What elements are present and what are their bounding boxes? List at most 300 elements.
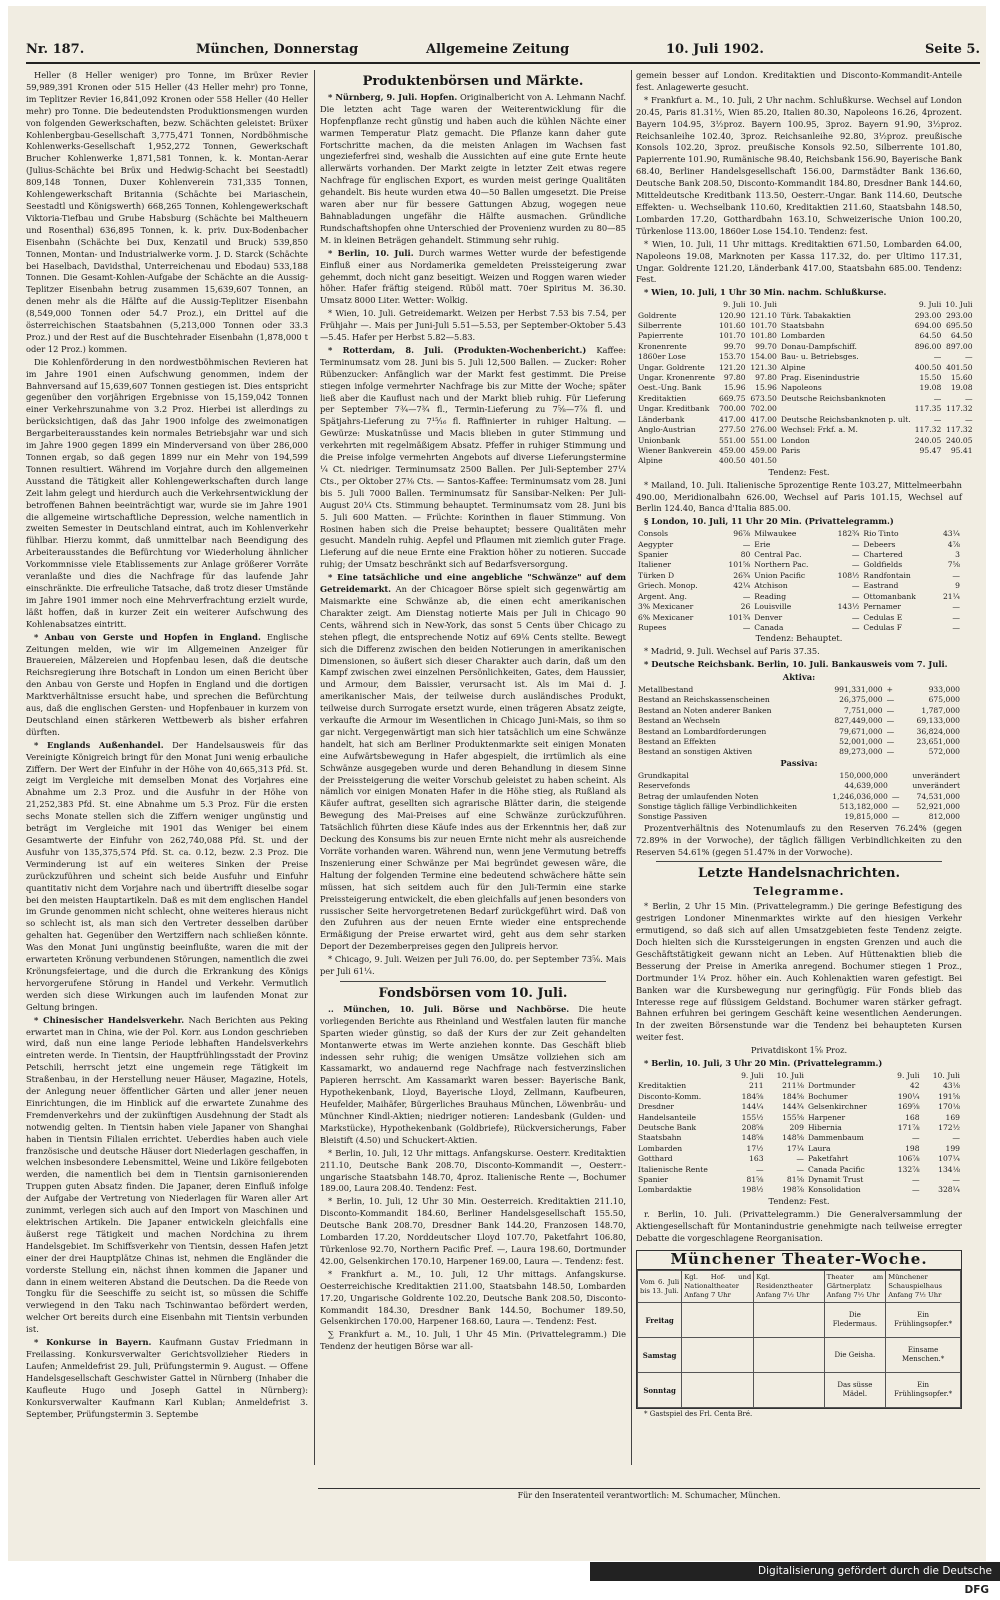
table-cell: — [911,1133,920,1143]
table-row [636,695,962,705]
table-cell: 417.00 [750,414,777,424]
table-cell [779,404,913,414]
table-cell: 101.70 [719,331,746,341]
article-barley-text: Englische Zeitungen melden, wie wir im Allgemeinen Anzeiger für Brauereien, Mälzereien und Hopfenbau lesen, daß die deutsche Reichsregierung ihre Botschaft in London um einen Bericht über den Anbau von Gerste und Hopfen in England und die dortigen Marktverhältnisse ersucht habe, und sprechen die Befürchtung aus, daß die englischen Gersten- und Hopfenbauer in kurzem von Deutschland einen stärkeren Wettbewerb als bisher erfahren dürften. [26,631,308,737]
table-cell: 64.50 [919,331,942,341]
report-heading-corner: * Eine tatsächliche und eine angebliche "Schwänze" auf dem Getreidemarkt. [320,572,626,595]
table-cell: 97.80 [723,373,746,383]
aktiva-title: Aktiva: [782,672,816,683]
table-row [636,363,975,373]
table-cell: Griech. Monop. [638,581,698,591]
section-title-stock-exchanges: Fondsbörsen vom 10. Juli. [378,985,568,1001]
passiva-table [636,771,962,823]
table-cell: — [742,591,751,601]
table-cell: Unionbank [638,435,681,445]
table-cell: 64.50 [950,331,973,341]
table-cell: — [891,812,900,822]
table-cell: Bestand an sonstigen Aktiven [638,747,753,757]
table-cell: Central Pac. [754,550,802,560]
table-cell: 144¾ [782,1102,804,1112]
theater-column-header: Theater am Gärtnerplatz Anfang 7½ Uhr [824,1271,886,1303]
table-cell: — [933,352,942,362]
report-heading-london: § London, 10. Juli, 11 Uhr 20 Min. (Privattelegramm.) [644,516,894,527]
theater-performance [682,1338,754,1373]
table-cell: 80 [740,550,751,560]
table-cell: 106⅞ [897,1154,920,1164]
table-cell: 132⅞ [897,1164,920,1174]
table-cell: 170⅛ [938,1102,960,1112]
section-title-products: Produktenbörsen und Märkte. [362,74,584,89]
table-cell: 513,182,000 [839,801,888,811]
table-cell: 101⅝ [728,560,751,570]
table-cell: 551.00 [750,435,777,445]
section-title-latest: Letzte Handelsnachrichten. [697,866,901,882]
table-row [636,812,962,822]
table-cell: 17½ [746,1143,764,1153]
table-cell: 163 [749,1154,764,1164]
table-row [636,706,962,716]
theater-week-box [636,1250,962,1409]
table-cell: Harpener [807,1112,846,1122]
table-cell: — [742,622,751,632]
theater-table [637,1270,961,1408]
table-row [636,352,975,362]
page-header [26,40,980,64]
table-cell: Cedulas F [863,622,903,632]
report-heading-wien-closing: * Wien, 10. Juli, 1 Uhr 30 Min. nachm. Schlußkurse. [644,287,887,298]
theater-performance [754,1338,824,1373]
table-cell: — [952,1175,960,1184]
table-cell: Canada [754,622,784,632]
table-cell: 190¼ [897,1091,920,1101]
passiva-title: Passiva: [780,757,818,768]
table-row [636,602,962,612]
table-cell: 15.60 [950,373,973,383]
table-cell: 69,133,000 [916,716,960,726]
report-heading-reichsbank: * Deutsche Reichsbank. Berlin, 10. Juli. Bankausweis vom 7. Juli. [644,659,948,670]
theater-column-header: Münchener Schauspielhaus Anfang 7½ Uhr [886,1271,961,1303]
table-cell: 101.70 [750,321,777,331]
table-cell: 198½ [741,1185,764,1195]
header-place-day: München, Donnerstag [196,42,359,57]
table-cell: Napoleons [780,383,822,393]
table-row [636,581,962,591]
table-row [636,623,962,633]
table-cell: 276.00 [750,425,777,435]
header-cell: 10. Juli [749,300,777,310]
table-cell: Bestand an Lombardforderungen [638,726,767,736]
table-cell: 240.05 [914,435,942,445]
table-cell: Kronenrente [638,341,687,351]
theater-performance [754,1303,824,1338]
table-cell: 3 [955,550,960,560]
table-cell: Paketfahrt [807,1154,849,1164]
table-row [636,321,975,331]
table-cell: — [965,393,973,403]
table-cell: 695.50 [946,321,973,331]
table-cell: Argent. Ang. [638,591,687,601]
table-cell: 1860er Lose [638,352,686,362]
table-cell: Randfontain [863,570,911,580]
table-cell: Laura [807,1143,831,1153]
table-cell: 933,000 [928,684,960,694]
table-cell: 44,639,000 [844,781,888,791]
header-cell [779,300,913,310]
table-cell: 19.08 [919,383,942,393]
theater-day: Sonntag [638,1373,682,1408]
report-wien-midday: * Wien, 10. Juli, 11 Uhr mittags. Kreditaktien 671.50, Lombarden 64.00, Napoleons 19.08, Marknoten per Kassa 117.32, do. per Ultimo 117.31, Ungar. Goldrente 121.20, Länderbank 417.00, Staatsbahn 685.00. Tendenz: Fest. [636,238,962,285]
table-cell: Bochumer [807,1091,848,1101]
table-cell: — [851,550,860,560]
table-cell: 328¼ [938,1185,960,1195]
berlin-tendency: Tendenz: Fest. [768,1195,830,1206]
london-quotes-table [636,529,962,633]
theater-performance: Einsame Menschen.* [886,1338,961,1373]
table-cell: 101.80 [750,331,777,341]
table-row [636,1123,962,1133]
table-cell: 812,000 [928,812,960,822]
report-berlin-opening: * Berlin, 10. Juli, 12 Uhr mittags. Anfangskurse. Oesterr. Kreditaktien 211.10, Deutsche Bank 208.70, Disconto-Kommandit —, Oesterr.-ungarische Staatsbahn 148.70, 4proz. Italienische Rente —, Bochumer 189.00, Laura 208.40. Tendenz: Fest. [320,1147,626,1194]
table-cell: — [886,716,895,726]
theater-performance: Ein Frühlingsopfer.* [886,1303,961,1338]
table-cell: Deutsche Reichsbanknoten p. ult. [780,414,911,424]
header-cell: 10. Juli [932,1070,960,1080]
table-cell: Gotthard [638,1154,673,1164]
table-cell: 19,815,000 [844,812,888,822]
column-rule [314,70,315,1465]
table-row [636,1081,962,1091]
table-cell: 702.00 [750,404,777,414]
table-row [636,802,962,812]
table-cell: 459.00 [750,445,777,455]
header-cell [806,1071,887,1081]
report-corner-text: An der Chicagoer Börse spielt sich gegenwärtig am Maismarkte eine Schwänze ab, die einen echt amerikanischen Charakter zeigt. Am Dienstag notierte Mais per Juli in Chicago 90 Cents, während sich in New-York, das sonst 5 Cents über Chicago zu stehen pflegt, die entsprechende Notiz auf 69⅛ Cents stellte. Bewegt sich die Differenz zwischen den beiden Notierungen in amerikanischen Dimensionen, so äußert sich dieser Charakter auch darin, daß um den Kampf zwischen zwei einzelnen Persönlichkeiten, Gates, dem Haussier, und Armour, dem Baissier, verursacht ist. Als im Mai d. J. amerikanischer Mais, der teilweise durch ausländisches Produkt, teilweise durch Surrogate ersetzt wurde, einen trägeren Absatz zeigte, verkaufte die Armour im Wesentlichen in Chicago Juni-Mais, so ihm so gar nicht. Vergegenwärtigt man sich hier tatsächlich um eine Schwänze handelt, hat sich am Berliner Produktenmarkte seit einigen Monaten eine Aufwärtsbewegung in Hafer abgespielt, die irrtümlich als eine Schwänze ausgegeben wurde und deren Behandlung in diesem Sinne der Preissteigerung die weiter Vorschub geleistet zu haben scheint. Als nämlich vor einigen Monaten Hafer in die Höhe stieg, als Rußland als Käufer auftrat, gesellten sich agrarische Blätter darin, die steigende Bewegung des Mai-Preises auf eine Schwänze zurückzuführen. Tatsächlich führten diese Käufe indes aus der Erkenntnis her, daß zur Deckung des Konsums bis zur neuen Ernte nicht mehr als ausreichende Vorräte vorhanden waren. Während nun, wenn jene Vermutung betreffs Inszenierung einer Schwänze per Mai begründet gewesen wäre, die Haltung der folgenden Termine eine bedeutend schwächere hätte sein müssen, hat sich seitdem auch für den Juli-Termin eine starke Preissteigerung entwickelt, die eben gleichfalls auf jenen besonders von russischer Seite hervorgetretenen Bedarf zurückgeführt wird. Daß von den Zufuhren aus der neuen Ernte wieder eine entsprechende Ermäßigung der Preise erwartet wird, geht aus dem sehr starken Deport der Dezemberpreises gegen den Julipreis hervor. [320,584,626,952]
table-cell: London [780,435,810,445]
report-berlin-text: Durch warmes Wetter wurde der befestigende Einfluß einer aus Nordamerika gemeldeten Preissteigerung zwar gehemmt, doch nicht ganz beseitigt. Weizen und Roggen waren wieder höher. Hafer fräftig steigend. Rüböl matt. 70er Spiritus M. 36.30. Umsatz 8000 Liter. Wetter: Wolkig. [320,247,626,306]
table-cell: Gelsenkirchner [807,1102,868,1112]
theater-performance [682,1303,754,1338]
table-row [636,1102,962,1112]
table-cell: 154.00 [750,352,777,362]
table-row [636,1113,962,1123]
table-cell: Dortmunder [807,1081,856,1091]
table-cell [779,456,913,466]
wien-tendency: Tendenz: Fest. [768,466,830,477]
table-cell: Alpine [780,362,806,372]
table-cell: 15.96 [755,383,777,393]
page-number: Seite 5. [925,42,980,57]
table-row [636,727,962,737]
table-row [636,425,975,435]
table-cell: 99.70 [755,341,777,351]
table-cell: 211⅛ [782,1081,804,1091]
article-china-text: Nach Berichten aus Peking erwartet man in China, wie der Pol. Korr. aus London geschrieben wird, daß nun eine lange Periode lebhaften Handelsverkehrs eintreten werde. In Tientsin, der Hauptfrühlingsstadt der Provinz Petschili, herrscht jetzt eine ungemein rege Tätigkeit im Straßenbau, in der Herstellung neuer Häuser, Magazine, Hotels, der Anlegung neuer öffentlicher Gärten und aller jener neuen Einrichtungen, die im Hinblick auf die erwartete Zunahme des Fremdenverkehrs und der zukünftigen Ausdehnung der Stadt als notwendig gelten. In Tientsin haben viele Japaner von Shanghai haben in Tientsin Filialen errichtet. Ueberdies haben auch viele französische und deutsche Häuser dort Niederlagen geschaffen, in welchen insbesondere Lebensmittel, Weine und Liköre feilgeboten werden, die namentlich bei dem in Tientsin garnisonierenden Truppen guten Absatz finden. Die Japaner, deren Einfluß infolge der Aufgabe der Vertretung von Niederlagen für Waren aller Art zunimmt, verlegen sich auch auf den Import von Maschinen und elektrischen Artikeln. Die Japaner entwickeln gleichfalls eine äußerst rege Tätigkeit und machen Nordchina zu ihrem Handelsgebiet. Im Schiffsverkehr von Tientsin, dessen Hafen jetzt einer der drei Hauptplätze Chinas ist, nehmen die Engländer die vorderste Stellung ein, nächst ihnen kommen die Japaner und dann in einem weiteren Abstand die Deutschen. Da die Reede von Tongku für die Seeschiffe zu seicht ist, so müssen die Schiffe verwiegend in den Taku nach Tschinwantao befördert werden, welcher Ort bereits durch eine Eisenbahn mit Tientsin verbunden ist. [26,1014,308,1335]
table-cell: Wechsel: Frkf. a. M. [780,425,858,435]
table-cell: 42¼ [733,581,751,591]
table-cell: Lombardaktie [638,1185,692,1195]
table-cell: Pernamer [863,602,902,612]
table-cell: 191⅝ [938,1091,960,1101]
report-continued: gemein besser auf London. Kreditaktien und Disconto-Kommandit-Anteile fest. Anlagewerte gesucht. [636,70,962,92]
table-cell: 101.60 [719,321,746,331]
table-row [636,792,962,802]
issue-number: Nr. 187. [26,42,85,57]
table-cell: Rupees [638,622,667,632]
table-row [636,685,962,695]
theater-performance [754,1373,824,1408]
table-cell: Northern Pac. [754,560,809,570]
table-cell: Kreditaktien [638,1081,687,1091]
report-frankfurt-telegram: ∑ Frankfurt a. M., 10. Juli, 1 Uhr 45 Min. (Privattelegramm.) Die Tendenz der heutigen Börse war all- [320,1329,626,1352]
divider [340,981,606,982]
table-cell: 293.00 [946,310,973,320]
table-cell: 211 [749,1081,764,1091]
header-cell: 9. Juli [723,300,746,310]
table-cell: — [911,1175,920,1184]
article-heading-china: * Chinesischer Handelsverkehr. [34,1014,185,1025]
theater-day-row [638,1373,961,1408]
telegram-discount: Privatdiskont 1⅝ Proz. [750,1045,848,1056]
table-cell: 155⅝ [782,1112,804,1122]
table-cell: Wiener Bankverein [638,445,712,455]
table-cell: 991,331,000 [834,684,883,694]
report-heading-rotterdam: * Rotterdam, 8. Juli. (Produkten-Wochenbericht.) [328,344,587,355]
table-cell: 120.90 [719,310,746,320]
table-cell: 184⅝ [782,1091,804,1101]
table-cell: 95.47 [919,445,942,455]
column-2 [320,70,626,1465]
theater-performance: Die Fledermaus. [824,1303,886,1338]
table-cell: 26,375,000 [839,695,883,705]
telegram-general-meeting: r. Berlin, 10. Juli. (Privattelegramm.) Die Generalversammlung der Aktiengesellschaft für Montanindustrie genehmigte nach teilweise erregter Debatte die vorgeschlagene Reorganisation. [636,1208,962,1243]
table-cell: 417.00 [719,414,746,424]
table-cell: Canada Pacific [807,1164,865,1174]
table-cell: 101¾ [728,612,751,622]
table-cell: 694.00 [914,321,942,331]
table-cell: 23,651,000 [916,736,960,746]
table-cell: Rio Tinto [863,529,899,539]
table-cell: 6% Mexicaner [638,612,694,622]
table-cell: 143½ [837,602,860,612]
table-cell: — [742,539,751,549]
table-cell: Spanier [638,1175,669,1184]
table-cell: Ottomanbank [863,591,916,601]
table-cell: 43⅛ [942,1081,960,1091]
table-cell: Oest.-Ung. Bank [638,383,702,393]
table-cell: 400.50 [914,362,942,372]
report-mailand: * Mailand, 10. Juli. Italienische 5prozentige Rente 103.27, Mittelmeerbahn 490.00, Meridionalbahn 626.00, Wechsel auf Paris 101.15, Wechsel auf Berlin 124.40, Banca d'Italia 885.00. [636,479,962,514]
theater-day-row [638,1338,961,1373]
table-cell: 240.05 [946,435,973,445]
table-cell: 896.00 [914,341,942,351]
table-cell: 26¾ [733,570,751,580]
column-3 [636,70,973,1465]
table-cell: — [886,695,895,705]
table-row [636,771,962,781]
table-cell: — [891,791,900,801]
table-cell: Kreditaktien [638,393,687,403]
wien-quotes-table [636,300,975,467]
table-cell: — [851,612,860,622]
table-cell: 108½ [837,570,860,580]
table-row [636,550,962,560]
table-cell: Spanier [638,550,669,560]
table-cell: unverändert [912,770,960,780]
table-cell: Ungar. Kreditbank [638,404,710,414]
table-cell: Italienische Rente [638,1164,708,1174]
table-cell: Konsolidation [807,1185,861,1195]
theater-performance: Ein Frühlingsopfer.* [886,1373,961,1408]
table-cell: Goldfields [863,560,903,570]
report-frankfurt-closing: * Frankfurt a. M., 10. Juli, 2 Uhr nachm. Schlußkurse. Wechsel auf London 20.45, Paris 81.31½, Wien 85.20, Italien 80.30, Napoleons 16.26, 4prozent. Bayern 104.95, 3½proz. Bayern 100.95, 3proz. Bayern 91.90, 3½proz. Reichsanleihe 102.40, 3proz. Reichsanleihe 92.80, 3½proz. preußische Konsols 102.20, 3proz. preußische Konsols 92.50, Silberrente 101.80, Papierrente 101.90, Rumänische 98.40, Reichsbank 156.90, Bayerische Bank 68.40, Berliner Handelsgesellschaft 156.00, Darmstädter Bank 136.60, Deutsche Bank 208.50, Disconto-Kommandit 184.80, Dresdner Bank 144.60, Mitteldeutsche Kreditbank 113.50, Oesterr.-Ungar. Bank 114.60, Deutsche Effekten- u. Wechselbank 110.60, Kreditaktien 211.60, Staatsbahn 148.50, Lombarden 17.20, Gotthardbahn 163.10, Schweizerische Union 100.20, Türkenlose 113.00, 1860er Lose 154.10. Tendenz: fest. [636,94,962,236]
table-cell: 21¼ [942,591,960,601]
table-cell: 19.08 [950,383,973,393]
table-cell: Bestand an Effekten [638,736,717,746]
report-chicago: * Chicago, 9. Juli. Weizen per Juli 76.00, do. per September 73⅝. Mais per Juli 61¼. [320,954,626,977]
table-cell: Ungar. Kronenrente [638,373,716,383]
table-cell: 182¾ [837,529,860,539]
table-cell: Ungar. Goldrente [638,362,705,372]
table-cell: — [911,1185,920,1195]
table-cell: Bestand an Wechseln [638,716,721,726]
table-row [636,373,975,383]
report-wien-grain: * Wien, 10. Juli. Getreidemarkt. Weizen per Herbst 7.53 bis 7.54, per Frühjahr —. Mais per Juni-Juli 5.51—5.53, per September-Oktober 5.43—5.45. Hafer per Herbst 5.82—5.83. [320,308,626,343]
table-cell [943,456,974,466]
table-cell: Grundkapital [638,770,689,780]
table-cell: Aegypter [638,539,674,549]
table-cell: 199 [945,1143,960,1153]
table-cell: — [933,393,942,403]
table-cell: 107¼ [938,1154,960,1164]
table-cell: 43¼ [942,529,960,539]
issue-date: 10. Juli 1902. [666,42,764,57]
table-cell: 96⅞ [733,529,751,539]
table-row [636,383,975,393]
report-nuernberg-text: Originalbericht von A. Lehmann Nachf. Die letzten acht Tage waren der Weiterentwicklung für die Hopfenpflanze recht günstig und haben auch die kühlen Nächte einer warmen Temperatur Platz gemacht. Die Pflanze kann daher gute Fortschritte machen, da die meisten Anlagen im Wachsen fast ungezieferfrei sind, weshalb die Aussichten auf eine gute Ernte heute allerwärts vorhanden. Der Markt zeigte in letzter Zeit etwas regere Nachfrage für englischen Export, es wurden meist geringe Qualitäten gehandelt. Bis heute wurden etwa 40—50 Ballen umgesetzt. Die Preise waren aber nur für bessere Gattungen Abzug, wogegen neue Bahnabladungen ungefähr die Hälfte ausmachen. Gründliche Rundschaftshopfen ohne Unterschied der Provenienz wurden zu 80—85 M. in kleinen Beträgen gehandelt. Stimmung sehr ruhig. [320,91,627,245]
table-cell: 401.50 [750,456,777,466]
table-cell: Dammenbaum [807,1133,864,1143]
table-cell: Dresdner [638,1102,674,1112]
table-cell: 117.32 [946,425,973,435]
table-cell: Louisville [754,602,792,612]
table-cell [890,781,903,791]
table-row [636,404,975,414]
table-cell: Debeers [863,539,896,549]
report-heading-nuernberg: * Nürnberg, 9. Juli. Hopfen. [328,91,458,102]
table-cell: — [886,747,895,757]
table-cell: Eastrand [863,581,899,591]
table-cell: 52,921,000 [916,801,960,811]
table-cell: 17¼ [786,1143,804,1153]
table-cell: Sonstige täglich fällige Verbindlichkeiten [638,801,797,811]
table-cell: Prag. Eisenindustrie [780,373,860,383]
table-cell: Dynamit Trust [807,1175,864,1184]
table-cell: Papierrente [638,331,684,341]
table-cell: Alpine [638,456,663,466]
table-cell: 198⅞ [782,1185,804,1195]
table-cell: Chartered [863,550,903,560]
table-cell: 3% Mexicaner [638,602,694,612]
table-cell: 117.35 [914,404,942,414]
table-row [636,1175,962,1185]
table-cell: 401.50 [946,362,973,372]
table-cell: Staatsbahn [638,1133,682,1143]
table-cell: — [886,736,895,746]
table-header-row [636,1071,962,1081]
table-cell: 81⅝ [746,1175,764,1184]
theater-column-header: Kgl. Residenztheater Anfang 7½ Uhr [754,1271,824,1303]
header-cell [636,300,717,310]
table-cell: 155½ [741,1112,764,1122]
table-cell: Lombarden [780,331,825,341]
theater-week-title: Münchener Theater-Woche. [637,1251,961,1270]
table-cell: Bestand an Noten anderer Banken [638,705,772,715]
table-cell: + [886,684,893,694]
table-cell: 198 [905,1143,920,1153]
table-cell: Sonstige Passiven [638,812,708,822]
table-cell: Reservefonds [638,781,691,791]
article-coal-text-2: Die Kohlenförderung in den nordwestböhmischen Revieren hat im Jahre 1901 einen Aufschwung genommen, indem der Bahnversand auf 15,639,607 Tonnen gestiegen ist. Dies entspricht gegenüber den vorjährigen Ergebnisse von 15,159,042 Tonnen einer Verkehrszunahme von 3.2 Proz. Hierbei ist allerdings zu berücksichtigen, daß das Jahr 1900 infolge des zweimonatigen Bergarbeiterausstandes kein normales Betriebsjahr war und sich im Jahre 1900 gegen 1899 ein Minderversand von über 286,000 Tonnen ergab, so daß gegen 1899 nur ein Mehr von 194,599 Tonnen resultiert. Während im Vorjahre durch den allgemeinen Ausstand die Tätigkeit aller Kohlengewerkschaften durch lange Zeit lahm gelegt und hierdurch auch die Verkehrsentwicklung der betroffenen Bahnen beeinträchtigt war, wurde sie im Jahre 1901 die allgemeine wirtschaftliche Depression, welche namentlich in zweiten Semester in Deutschland eintrat, auch im Kohlenverkehr fühlbar. Hierzu kommt, daß unmittelbar nach Beendigung des Arbeiterausstandes die Befürchtung vor Wiederholung ähnlicher Vorkommnisse viele Etablissements zur Anlage größerer Vorräte veranlaßte und dies die Nachfrage für das laufende Jahr einschränkte. Die erfreuliche Tatsache, daß trotz dieser Umstände im Jahre 1901 immer noch eine Mehrverfrachtung erzielt wurde, läßt hoffen, daß in kurzer Zeit ein weiterer Aufschwung des Kohlenabsatzes eintritt. [26,356,308,629]
table-cell: 15.50 [919,373,942,383]
table-row [636,737,962,747]
theater-note: * Gastspiel des Frl. Centa Bré. [644,1410,753,1419]
table-cell: 459.00 [719,445,746,455]
table-cell: 150,000,000 [839,770,888,780]
table-cell: Hibernia [807,1122,842,1132]
table-cell: Silberrente [638,321,682,331]
table-row [636,1133,962,1143]
table-cell: 117.32 [914,425,942,435]
table-row [636,1144,962,1154]
header-cell: 10. Juli [945,300,973,310]
table-cell: — [796,1154,804,1164]
table-cell: — [952,570,960,580]
reichsbank-note: Prozentverhältnis des Notenumlaufs zu den Reserven 76.24% (gegen 72.89% in der Vorwoche), der täglich fälligen Verbindlichkeiten zu den Reserven 54.61% (gegen 51.47% in der Vorwoche). [636,822,962,857]
report-muenchen-text: Die heute vorliegenden Berichte aus Rheinland und Westfalen lauten für manche Sparten wieder günstig, so daß der Kurs der zur Zeit gehandelten Montanwerte etwas im Werte anziehen konnte. Das Geschäft blieb indessen sehr ruhig; die wenigen Umsätze vollziehen sich am Kassamarkt, wo andauernd rege Nachfrage nach festverzinslichen Papieren herrscht. Am Kassamarkt waren besser: Bayerische Bank, Hypothekenbank, Lloyd, Bayerische Lloyd, Zellmann, Kaufbeuren, Heufelder, Maihäfer, Bürgerliches Brauhaus München, Löwenbräu- und Münchner Kindl-Aktien; niedriger notieren: Landesbank (Gulden- und Markstücke), Hypothekenbank (Goldbriefe), Rückversicherungs, Faber Bleistift (4.50) und Schuckert-Aktien. [320,1003,626,1145]
table-row [636,456,975,466]
section-title-telegrams: Telegramme. [753,885,845,899]
table-row [636,716,962,726]
table-row [636,560,962,570]
table-row [636,436,975,446]
table-cell: — [952,602,960,612]
table-cell: Staatsbahn [780,321,825,331]
table-cell: 121.20 [719,362,746,372]
table-row [636,1092,962,1102]
theater-performance [682,1373,754,1408]
article-england-text: Der Handelsausweis für das Vereinigte Königreich bringt für den Monat Juni wenig erbauliche Ziffern. Der Wert der Einfuhr in der Höhe von 40,665,313 Pfd. St. zeigt im Vergleiche mit demselben Monat des Vorjahres eine Abnahme um 2.3 Proz. und die Ausfuhr in der Höhe von 21,252,383 Pfd. St. eine Abnahme um 5.3 Proz. Für die ersten sechs Monate stellen sich die Ziffern weniger ungünstig und beträgt im Vergleiche mit 1901 das Weniger bei einem Gesamtwerte der Einfuhr von 262,740,088 Pfd. St. und der Ausfuhr von 135,375,574 Pfd. St. ca. 0.12, bezw. 2.3 Proz. Die Verminderung ist auf ein weiteres Sinken der Preise zurückzuführen und scheint sich beide Ausfuhr und Einfuhr quantitativ nicht dem Vorjahre nach und übertrifft dieselbe sogar bei den meisten Hauptartikeln. Daß es mit dem englischen Handel im Grunde genommen nicht schlecht, ohne weiteres hieraus nicht so schlecht ist, als man sich den Vertreter desselben darüber gehalten hat. Gegenüber den Wertziffern nach schließen könnte. Was den Monat Juni ungünstig beeinflußte, waren die mit der erwarteten Krönung verbundenen Störungen, namentlich die zwei Krönungsfeiertage, und die durch die Erkrankung des Königs hervorgerufene Störung in Handel und Verkehr. Vermutlich werden sich diese Wirkungen auch im laufenden Monat zur Geltung bringen. [26,739,309,1012]
table-cell: 400.50 [719,456,746,466]
divider [656,861,942,862]
table-cell: 117.32 [946,404,973,414]
table-cell: — [886,705,895,715]
table-row [636,613,962,623]
table-cell: 277.50 [719,425,746,435]
table-cell: Türk. Tabakaktien [780,310,851,320]
table-cell: 79,671,000 [839,726,883,736]
theater-column-header: Kgl. Hof- und Nationaltheater Anfang 7 Uhr [682,1271,754,1303]
table-cell: Länderbank [638,414,685,424]
table-cell: 52,001,000 [839,736,883,746]
table-row [636,529,962,539]
table-cell: 700.00 [719,404,746,414]
table-cell: — [851,622,860,632]
column-rule [631,70,632,1465]
table-cell: 184⅝ [741,1091,764,1101]
table-cell: 168 [905,1112,920,1122]
table-cell: 827,449,000 [834,716,883,726]
table-cell: 26 [740,602,751,612]
